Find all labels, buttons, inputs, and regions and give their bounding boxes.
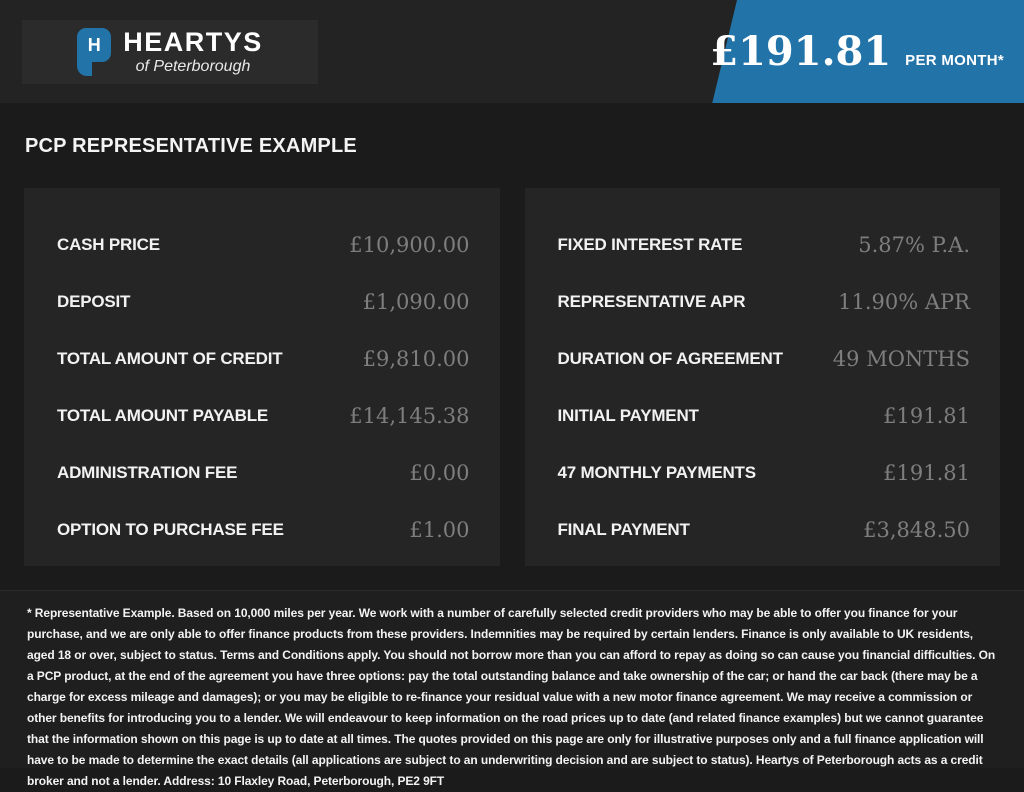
page-title: PCP REPRESENTATIVE EXAMPLE [25,135,999,158]
finance-row [558,387,971,444]
finance-panel-left [24,188,500,566]
finance-row-value: £10,900.00 [349,233,469,257]
finance-row [57,273,470,330]
monthly-price-amount: £191.81 [710,28,891,75]
logo-wordmark [123,29,263,75]
finance-panel-right [525,188,1001,566]
finance-row [57,501,470,558]
finance-row-value: £1.00 [409,518,469,542]
finance-panels [24,188,1000,566]
finance-row-label: 47 MONTHLY PAYMENTS [558,463,756,483]
finance-row-label: REPRESENTATIVE APR [558,292,746,312]
finance-row-label: DURATION OF AGREEMENT [558,349,783,369]
disclaimer-text: * Representative Example. Based on 10,000 miles per year. We work with a number of carefully selected credit providers who may be able to offer you finance for your purchase, and we are only able to offer finance products from these providers. Indemnities may be required by certain lenders. Finance is only available to UK residents, aged 18 or over, subject to status. Terms and Conditions apply. You should not borrow more than you can afford to repay as doing so can cause you financial difficulties. On a PCP product, at the end of the agreement you have three options: pay the total outstanding balance and take ownership of the car; or hand the car back (there may be a charge for excess mileage and damages); or you may be eligible to re-finance your residual value with a new motor finance agreement. We may receive a commission or other benefits for introducing you to a lender. We will endeavour to keep information on the road prices up to date (and related finance examples) but we cannot guarantee that the information shown on this page is up to date at all times. The quotes provided on this page are only for illustrative purposes only and a full finance application will have to be made to determine the exact details (all applications are subject to an underwriting decision and are subject to status). Heartys of Peterborough acts as a credit broker and not a lender. Address: 10 Flaxley Road, Peterborough, PE2 9FT [27,603,997,792]
finance-row-value: 5.87% P.A. [858,233,970,257]
finance-row-label: DEPOSIT [57,292,130,312]
finance-row [558,216,971,273]
brand-tagline: of Peterborough [136,59,251,75]
finance-row-label: TOTAL AMOUNT OF CREDIT [57,349,282,369]
finance-row-label: TOTAL AMOUNT PAYABLE [57,406,268,426]
finance-row [57,444,470,501]
dealer-logo[interactable] [22,20,318,84]
finance-row [57,216,470,273]
disclaimer-footer [0,590,1024,768]
finance-row-value: £0.00 [409,461,469,485]
page-header [0,0,1024,103]
finance-row-value: £9,810.00 [363,347,470,371]
finance-row-value: £14,145.38 [349,404,469,428]
logo-p-icon: H [77,28,111,76]
monthly-price-period: PER MONTH* [905,52,1004,69]
brand-name: HEARTYS [123,29,263,56]
price-banner [710,0,1004,103]
finance-row-value: 49 MONTHS [833,347,970,371]
finance-row-label: CASH PRICE [57,235,160,255]
finance-row [558,501,971,558]
finance-row-label: FINAL PAYMENT [558,520,690,540]
finance-row-label: INITIAL PAYMENT [558,406,699,426]
finance-row-label: OPTION TO PURCHASE FEE [57,520,284,540]
finance-row-value: £1,090.00 [363,290,470,314]
finance-row [558,330,971,387]
finance-row-value: £3,848.50 [863,518,970,542]
finance-row [558,444,971,501]
finance-row-value: £191.81 [883,404,970,428]
finance-row-value: 11.90% APR [838,290,970,314]
finance-row [558,273,971,330]
finance-row-label: ADMINISTRATION FEE [57,463,237,483]
finance-row [57,330,470,387]
finance-row-label: FIXED INTEREST RATE [558,235,743,255]
finance-row [57,387,470,444]
finance-row-value: £191.81 [883,461,970,485]
